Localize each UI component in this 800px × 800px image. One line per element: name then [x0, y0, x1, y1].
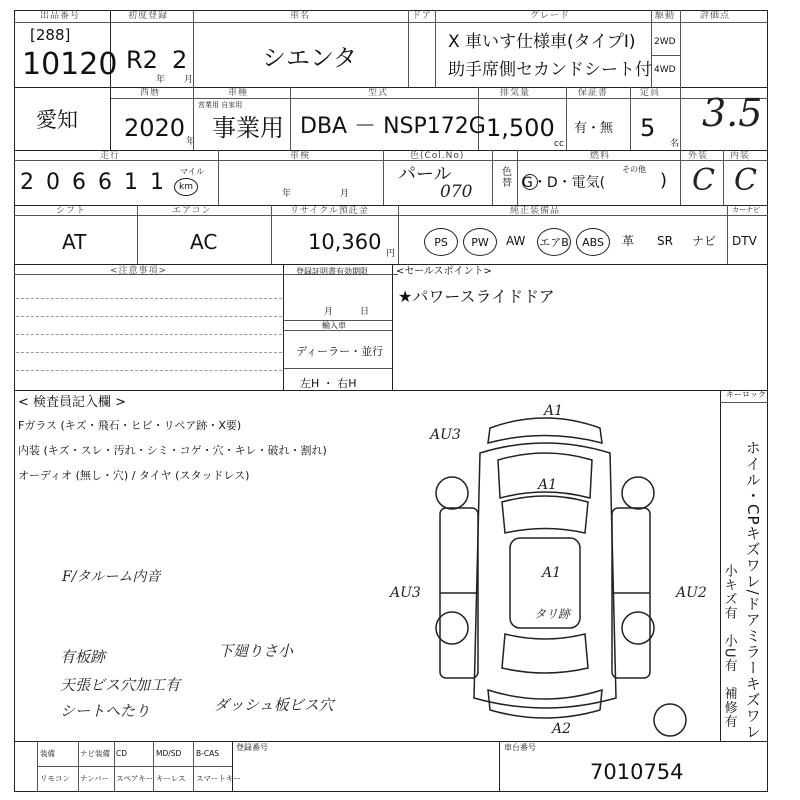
region: 愛知 — [36, 108, 78, 132]
registration-header: 登録証明書有効期限 — [296, 267, 368, 276]
mileage-digit: 1 — [124, 170, 138, 195]
rule — [630, 87, 631, 150]
rule — [651, 55, 680, 56]
capacity-unit: 名 — [670, 139, 680, 149]
handle: 左H ・ 右H — [300, 377, 357, 390]
rule — [283, 330, 392, 331]
score-header: 評価点 — [700, 11, 731, 21]
recycle-header: リサイクル預託金 — [290, 206, 369, 216]
lot-sub: [288] — [30, 26, 71, 44]
grade-line1: X 車いす仕様車(タイプI) — [448, 32, 636, 52]
first-reg-header: 初度登録 — [128, 11, 169, 21]
first-reg-month: 2 — [172, 46, 188, 74]
damage-mark: A1 — [544, 403, 564, 419]
import-header: 輸入車 — [322, 321, 346, 330]
rule — [517, 150, 518, 205]
inspector-line2: 内装 (キズ・スレ・汚れ・シミ・コゲ・穴・キレ・破れ・割れ) — [18, 444, 327, 457]
capacity: 5 — [640, 114, 656, 142]
year-unit: 年 — [156, 75, 166, 85]
shift-header: シフト — [56, 206, 87, 216]
mileage-digit: 0 — [46, 170, 60, 195]
footer-equipment-label: CD — [116, 749, 128, 758]
equipment-item: SR — [657, 234, 673, 248]
car-name: シエンタ — [262, 44, 358, 72]
rule — [492, 150, 493, 205]
inspector-line3: オーディオ (無し・穴) / タイヤ (スタッドレス) — [18, 469, 250, 482]
sales-point: ★パワースライドドア — [398, 287, 555, 306]
equipment-item: PW — [463, 228, 497, 256]
rule — [232, 741, 233, 791]
interior-header: 内装 — [730, 151, 751, 161]
key-lock-header: キーロック — [726, 390, 766, 399]
rule — [566, 87, 567, 150]
rule — [14, 390, 768, 391]
lot-number: 10120 — [22, 47, 118, 82]
score-value: 3.5 — [702, 91, 763, 135]
rule — [283, 368, 392, 369]
door-header: ドア — [412, 11, 432, 21]
shift: AT — [62, 230, 87, 254]
notes-lines — [16, 290, 282, 388]
damage-mark: A2 — [552, 721, 572, 737]
inspection-header: 車検 — [290, 151, 311, 161]
color: パール — [398, 164, 452, 185]
rule — [14, 160, 768, 161]
inspection-month-unit: 月 — [340, 189, 350, 199]
notes-header: <注意事項> — [110, 266, 168, 276]
rule — [398, 205, 399, 264]
grade-header: グレード — [530, 11, 571, 21]
handwritten-note: F/タルーム内音 — [62, 569, 161, 585]
capacity-header: 定員 — [640, 88, 661, 98]
drive-4wd: 4WD — [654, 65, 676, 75]
nav-header: カーナビ — [732, 206, 760, 214]
rule — [14, 791, 768, 792]
lot-header: 出品番号 — [40, 11, 81, 21]
reg-day-unit: 日 — [360, 307, 370, 317]
footer-equipment-label: MD/SD — [156, 749, 182, 758]
footer-equipment-label: リモコン — [40, 774, 70, 783]
equipment-item: エアB — [537, 228, 571, 256]
rule — [37, 766, 232, 767]
rule — [290, 87, 291, 150]
fuel-close: ) — [660, 170, 668, 191]
footer-equipment-label: B-CAS — [196, 749, 219, 758]
ac-header: エアコン — [172, 206, 212, 216]
drive-header: 駆動 — [655, 11, 676, 21]
footer-equipment-label: スマートキー — [196, 774, 241, 783]
use-header: 車種 — [228, 88, 249, 98]
fuel: G・D・電気( — [522, 175, 606, 191]
rule — [14, 215, 768, 216]
equipment-item: DTV — [732, 234, 757, 248]
rule — [720, 402, 768, 403]
damage-mark: A1 — [538, 477, 558, 493]
fuel-header: 燃料 — [590, 151, 611, 161]
warranty-header: 保証書 — [578, 88, 609, 98]
interior-grade: C — [734, 163, 757, 198]
rule — [14, 22, 768, 23]
rule — [408, 10, 409, 87]
rule — [271, 205, 272, 264]
mileage-digit: 6 — [98, 170, 112, 195]
use: 事業用 — [212, 114, 284, 142]
rule — [14, 10, 15, 792]
rule — [14, 205, 768, 206]
exterior-grade: C — [692, 163, 715, 198]
rule — [14, 264, 768, 265]
reg-month-unit: 月 — [324, 307, 334, 317]
equipment-item: 革 — [622, 234, 635, 248]
damage-mark: AU2 — [676, 585, 707, 601]
model-header: 型式 — [368, 88, 389, 98]
rule — [720, 390, 721, 741]
displacement-header: 排気量 — [500, 88, 531, 98]
warranty: 有・無 — [574, 121, 614, 136]
color-code: 070 — [440, 182, 473, 202]
cc-unit: cc — [554, 139, 564, 149]
reg-number-label: 登録番号 — [236, 743, 268, 752]
footer-equipment-label: ナビ装備 — [80, 749, 110, 758]
sales-header: <セールスポイント> — [396, 266, 492, 277]
equipment-item: ABS — [576, 228, 610, 256]
yen-unit: 円 — [386, 249, 396, 259]
displacement: 1,500 — [486, 114, 555, 142]
footer-equipment-label: ナンバー — [80, 774, 110, 783]
damage-mark: AU3 — [430, 427, 461, 443]
fuel-other: その他 — [622, 165, 646, 174]
inspection-year-unit: 年 — [282, 189, 292, 199]
km-unit: km — [174, 178, 198, 196]
grade-line2: 助手席側セカンドシート付 — [448, 60, 652, 80]
rule — [137, 205, 138, 264]
rule — [499, 741, 500, 791]
use-small: 営業用 自家用 — [198, 101, 243, 109]
rule — [193, 10, 194, 87]
mile-label: マイル — [180, 167, 204, 176]
equipment-item: PS — [424, 228, 458, 256]
rule — [680, 10, 681, 87]
color-change-label: 色替 — [499, 166, 511, 188]
chassis-number: 7010754 — [590, 760, 684, 784]
footer-equipment-label: スペアキー — [116, 774, 154, 783]
handwritten-note: 天張ビス穴加工有 — [60, 676, 181, 694]
rule — [383, 150, 384, 205]
rule — [767, 10, 768, 792]
chassis-label: 車台番号 — [504, 743, 536, 752]
name-header: 車名 — [290, 11, 311, 21]
side-note: ホイル・CPキズワレ/ドアミラーキズワレ — [743, 440, 762, 740]
mileage-digit: 1 — [150, 170, 164, 195]
model: DBA － NSP172G — [300, 114, 486, 139]
rule — [723, 150, 724, 205]
exterior-header: 外装 — [688, 151, 709, 161]
handwritten-note: 下廻りさ小 — [218, 642, 294, 660]
import-value: ディーラー・並行 — [296, 345, 384, 358]
damage-mark: タリ跡 — [534, 607, 571, 621]
rule — [680, 87, 681, 150]
equipment-item: ナビ — [692, 234, 717, 248]
rule — [218, 150, 219, 205]
recycle: 10,360 — [308, 230, 382, 254]
equipment-header: 純正装備品 — [510, 206, 561, 216]
rule — [110, 98, 768, 99]
color-header: 色(Col.No) — [410, 151, 465, 161]
mileage-digit: 2 — [20, 170, 34, 195]
rule — [727, 205, 728, 264]
mileage-header: 走行 — [100, 151, 121, 161]
rule — [680, 150, 681, 205]
inspector-title: < 検査員記入欄 > — [18, 395, 127, 410]
rule — [435, 10, 436, 87]
footer-equipment-label: キーレス — [156, 774, 186, 783]
year: 2020 — [124, 114, 186, 142]
rule — [14, 741, 768, 742]
month-unit: 月 — [184, 75, 194, 85]
handwritten-note: 有板跡 — [60, 648, 106, 666]
rule — [392, 264, 393, 390]
ac: AC — [190, 230, 218, 254]
gasoline-circle — [522, 174, 538, 190]
footer-equipment-label: 装備 — [40, 749, 55, 758]
inspector-line1: Fガラス (キズ・飛石・ヒビ・リペア跡・X要) — [18, 419, 242, 432]
rule — [14, 150, 768, 151]
handwritten-note: シートへたり — [60, 702, 151, 720]
year-unit-2: 年 — [186, 137, 196, 147]
first-reg-era: R2 — [126, 46, 158, 74]
side-note-2: 小キズ有 小U有 補修有 — [721, 564, 737, 729]
mileage-digit: 6 — [72, 170, 86, 195]
rule — [283, 264, 284, 390]
handwritten-note: ダッシュ板ビス穴 — [214, 696, 334, 714]
damage-mark: AU3 — [390, 585, 421, 601]
equipment-item: AW — [506, 234, 526, 248]
drive-2wd: 2WD — [654, 37, 676, 47]
damage-mark: A1 — [542, 565, 562, 581]
western-year-header: 西暦 — [140, 88, 161, 98]
